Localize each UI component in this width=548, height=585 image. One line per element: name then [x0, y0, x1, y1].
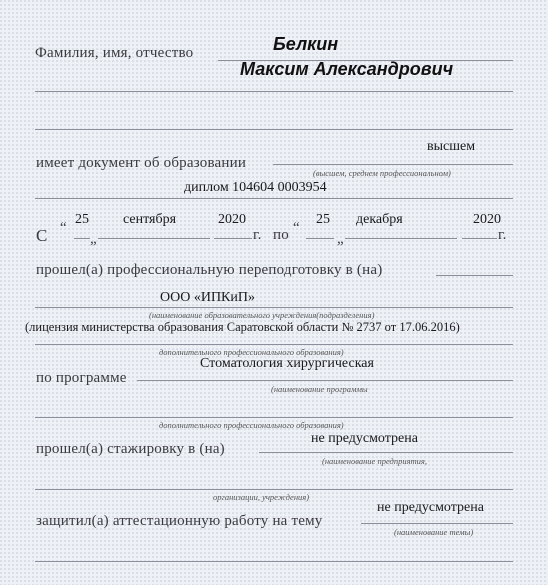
license-line	[35, 344, 513, 345]
fio-label: Фамилия, имя, отчество	[35, 45, 194, 61]
period-from-month-line	[98, 238, 210, 239]
period-close-quote-1: „	[90, 231, 97, 247]
period-to-day: 25	[316, 212, 330, 227]
period-from-day: 25	[75, 212, 89, 227]
thesis-value: не предусмотрена	[377, 500, 484, 515]
period-to-year-line	[462, 238, 497, 239]
diploma-line	[35, 198, 513, 199]
retraining-caption: (наименование образовательного учреждения(подразделения)	[149, 310, 375, 320]
program-value: Стоматология хирургическая	[200, 356, 374, 371]
period-to-month-line	[345, 238, 457, 239]
period-open-quote-2: “	[293, 220, 300, 236]
period-from-prefix: С	[36, 226, 48, 245]
period-open-quote-1: “	[60, 220, 67, 236]
period-to-month: декабря	[356, 212, 403, 227]
period-from-year-suffix: г.	[253, 227, 262, 243]
fio-surname: Белкин	[273, 34, 339, 54]
retraining-org-line	[35, 307, 513, 308]
period-from-year: 2020	[218, 212, 246, 227]
internship-line	[259, 452, 513, 453]
education-caption: (высшем, среднем профессиональном)	[313, 168, 451, 178]
retraining-license: (лицензия министерства образования Саратовской области № 2737 от 17.06.2016)	[25, 320, 460, 334]
education-line	[273, 164, 513, 165]
program-label: по программе	[36, 370, 127, 386]
period-from-year-line	[214, 238, 252, 239]
internship-value: не предусмотрена	[311, 431, 418, 446]
thesis-line-2	[35, 561, 513, 562]
education-level: высшем	[427, 139, 476, 154]
internship-caption-2: организации, учреждения)	[213, 492, 310, 502]
period-to-year-suffix: г.	[498, 227, 507, 243]
diploma-number: диплом 104604 0003954	[184, 180, 327, 195]
retraining-org: ООО «ИПКиП»	[160, 290, 255, 305]
period-close-quote-2: „	[337, 231, 344, 247]
period-from-month: сентября	[123, 212, 177, 227]
program-line	[137, 380, 513, 381]
program-caption: (наименование программы	[271, 384, 368, 394]
period-from-day-line	[74, 238, 90, 239]
period-to-day-line	[306, 238, 334, 239]
program-line-2	[35, 417, 513, 418]
period-to-year: 2020	[473, 212, 501, 227]
fio-line-3	[35, 129, 513, 130]
fio-name: Максим Александрович	[240, 59, 454, 79]
retraining-caption-2: дополнительного профессионального образования)	[159, 347, 344, 357]
retraining-label: прошел(а) профессиональную переподготовку в (на)	[36, 262, 383, 278]
thesis-line	[361, 523, 513, 524]
retraining-line	[436, 275, 513, 276]
internship-caption: (наименование предприятия,	[322, 456, 427, 466]
program-caption-2: дополнительного профессионального образования)	[159, 420, 344, 430]
education-label: имеет документ об образовании	[36, 155, 247, 171]
internship-label: прошел(а) стажировку в (на)	[36, 441, 225, 457]
period-to-prefix: по	[273, 227, 289, 243]
thesis-label: защитил(а) аттестационную работу на тему	[36, 513, 323, 529]
thesis-caption: (наименование темы)	[394, 527, 474, 537]
internship-line-2	[35, 489, 513, 490]
fio-line-2	[35, 91, 513, 92]
